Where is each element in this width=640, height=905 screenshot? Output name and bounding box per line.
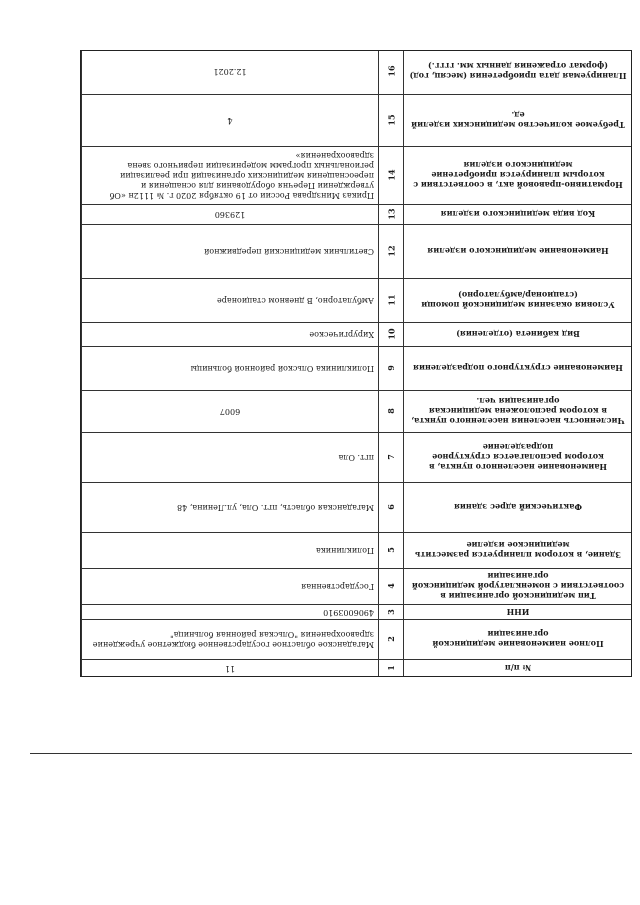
row-value: 4 xyxy=(82,95,379,147)
row-number: 1 xyxy=(379,660,404,678)
row-number: 12 xyxy=(379,225,404,279)
row-label: Нормативно-правовой акт, в соответствии с которым планируется приобретение медицинского изделия xyxy=(404,147,633,205)
row-label: Условия оказания медицинской помощи (стационар/амбулаторно) xyxy=(404,279,633,323)
row-value: 6007 xyxy=(82,391,379,433)
row-label: Планируемая дата приобретения (месяц, год) (формат отражения данных мм. гггг.) xyxy=(404,50,633,95)
row-number: 8 xyxy=(379,391,404,433)
row-label: Численность населения населенного пункта, в котором расположена медицинская организация чел. xyxy=(404,391,633,433)
row-number: 5 xyxy=(379,533,404,569)
row-value: Хирургическое xyxy=(82,323,379,347)
rotated-page-content xyxy=(81,51,632,677)
row-number: 2 xyxy=(379,620,404,660)
table-row xyxy=(82,533,633,569)
row-value: пгт. Ола xyxy=(82,433,379,483)
horizontal-rule xyxy=(30,753,632,754)
equipment-form-table xyxy=(81,50,632,677)
row-label: ИНН xyxy=(404,605,633,620)
table-row xyxy=(82,347,633,391)
row-number: 13 xyxy=(379,205,404,225)
row-number: 9 xyxy=(379,347,404,391)
table-row xyxy=(82,433,633,483)
row-label: Тип медицинской организации в соответствии с номенклатурой медицинской организации xyxy=(404,569,633,605)
row-label: Требуемое количество медицинских изделий ед. xyxy=(404,95,633,147)
row-label: Фактический адрес здания xyxy=(404,483,633,533)
table-row xyxy=(82,605,633,620)
row-value: Приказ Минздрава России от 19 октября 2020 г. № 1112н «Об утверждении Перечня оборудования для оснащения и переоснащения медицинских организаций при реализации региональных программ модернизации первичного звена здравоохранения» xyxy=(82,147,379,205)
row-number: 15 xyxy=(379,95,404,147)
table-row xyxy=(82,660,633,678)
row-value: Поликлиника xyxy=(82,533,379,569)
row-label: Наименование структурного подразделения xyxy=(404,347,633,391)
table-row xyxy=(82,95,633,147)
table-row xyxy=(82,569,633,605)
row-number: 16 xyxy=(379,50,404,95)
row-value: 11 xyxy=(82,660,379,678)
row-value: Государственная xyxy=(82,569,379,605)
row-value: 129360 xyxy=(82,205,379,225)
row-value: Амбулаторно, В дневном стационаре xyxy=(82,279,379,323)
row-value: 4906003910 xyxy=(82,605,379,620)
row-value: Магаданское областное государственное бюджетное учреждение здравоохранения "Ольская районная больница" xyxy=(82,620,379,660)
row-label: Наименование медицинского изделия xyxy=(404,225,633,279)
table-row xyxy=(82,391,633,433)
table-row xyxy=(82,225,633,279)
row-value: 12.2021 xyxy=(82,50,379,95)
table-row xyxy=(82,483,633,533)
form-table-frame xyxy=(80,50,632,677)
table-row xyxy=(82,50,633,95)
row-label: Вид кабинета (отделения) xyxy=(404,323,633,347)
row-label: Полное наименование медицинской организации xyxy=(404,620,633,660)
row-number: 4 xyxy=(379,569,404,605)
row-label: Здание, в котором планируется разместить медицинское изделие xyxy=(404,533,633,569)
row-number: 10 xyxy=(379,323,404,347)
table-row xyxy=(82,620,633,660)
table-row xyxy=(82,147,633,205)
row-value: Светильник медицинский передвижной xyxy=(82,225,379,279)
row-label: Наименование населенного пункта, в котором располагается структурное подразделение xyxy=(404,433,633,483)
table-row xyxy=(82,323,633,347)
row-value: Поликлиника Ольской районной больницы xyxy=(82,347,379,391)
row-label: № п/п xyxy=(404,660,633,678)
row-number: 6 xyxy=(379,483,404,533)
table-row xyxy=(82,279,633,323)
table-row xyxy=(82,205,633,225)
row-number: 11 xyxy=(379,279,404,323)
row-number: 14 xyxy=(379,147,404,205)
row-number: 7 xyxy=(379,433,404,483)
row-number: 3 xyxy=(379,605,404,620)
row-value: Магаданская область, пгт. Ола, ул.Ленина, 48 xyxy=(82,483,379,533)
row-label: Код вида медицинского изделия xyxy=(404,205,633,225)
